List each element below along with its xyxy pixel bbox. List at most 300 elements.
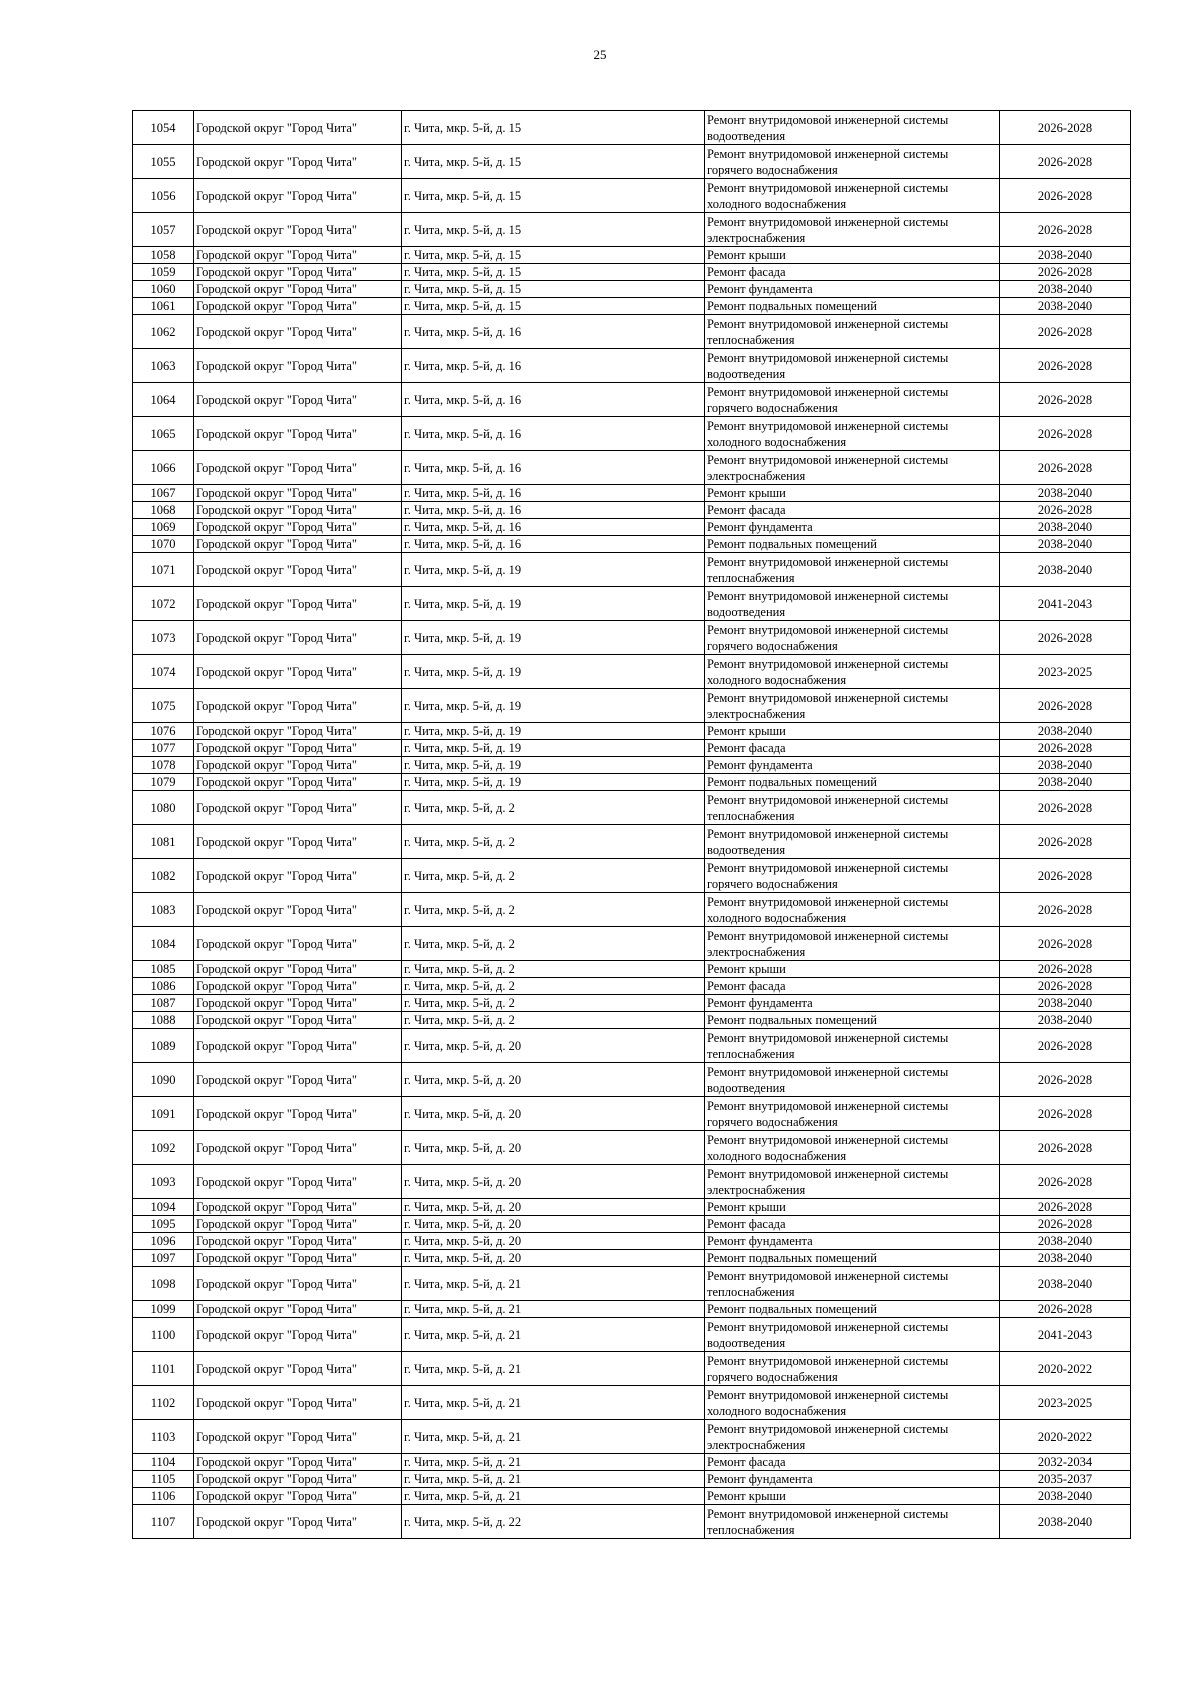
period-cell: 2026-2028 bbox=[1000, 1029, 1131, 1063]
work-type-cell: Ремонт внутридомовой инженерной системы электроснабжения bbox=[705, 1165, 1000, 1199]
work-type-cell: Ремонт подвальных помещений bbox=[705, 1012, 1000, 1029]
work-type-cell: Ремонт фасада bbox=[705, 1216, 1000, 1233]
municipality-cell: Городской округ "Город Чита" bbox=[194, 1352, 402, 1386]
address-cell: г. Чита, мкр. 5-й, д. 15 bbox=[402, 264, 705, 281]
work-type-cell: Ремонт внутридомовой инженерной системы холодного водоснабжения bbox=[705, 655, 1000, 689]
municipality-cell: Городской округ "Город Чита" bbox=[194, 740, 402, 757]
row-number-cell: 1059 bbox=[133, 264, 194, 281]
table-row bbox=[133, 536, 1131, 553]
work-type-cell: Ремонт крыши bbox=[705, 961, 1000, 978]
address-cell: г. Чита, мкр. 5-й, д. 20 bbox=[402, 1199, 705, 1216]
row-number-cell: 1106 bbox=[133, 1488, 194, 1505]
row-number-cell: 1087 bbox=[133, 995, 194, 1012]
work-type-cell: Ремонт внутридомовой инженерной системы водоотведения bbox=[705, 349, 1000, 383]
municipality-cell: Городской округ "Город Чита" bbox=[194, 281, 402, 298]
address-cell: г. Чита, мкр. 5-й, д. 16 bbox=[402, 451, 705, 485]
period-cell: 2026-2028 bbox=[1000, 740, 1131, 757]
row-number-cell: 1056 bbox=[133, 179, 194, 213]
period-cell: 2026-2028 bbox=[1000, 264, 1131, 281]
table-row bbox=[133, 179, 1131, 213]
table-row bbox=[133, 995, 1131, 1012]
address-cell: г. Чита, мкр. 5-й, д. 19 bbox=[402, 740, 705, 757]
work-type-cell: Ремонт крыши bbox=[705, 1199, 1000, 1216]
work-type-cell: Ремонт подвальных помещений bbox=[705, 298, 1000, 315]
period-cell: 2032-2034 bbox=[1000, 1454, 1131, 1471]
row-number-cell: 1083 bbox=[133, 893, 194, 927]
work-type-cell: Ремонт фундамента bbox=[705, 281, 1000, 298]
row-number-cell: 1089 bbox=[133, 1029, 194, 1063]
table-row bbox=[133, 1131, 1131, 1165]
repair-schedule-table bbox=[132, 110, 1131, 1539]
period-cell: 2026-2028 bbox=[1000, 893, 1131, 927]
table-body bbox=[133, 111, 1131, 1539]
period-cell: 2026-2028 bbox=[1000, 1216, 1131, 1233]
row-number-cell: 1081 bbox=[133, 825, 194, 859]
row-number-cell: 1065 bbox=[133, 417, 194, 451]
table-row bbox=[133, 740, 1131, 757]
work-type-cell: Ремонт внутридомовой инженерной системы горячего водоснабжения bbox=[705, 145, 1000, 179]
address-cell: г. Чита, мкр. 5-й, д. 21 bbox=[402, 1488, 705, 1505]
municipality-cell: Городской округ "Город Чита" bbox=[194, 961, 402, 978]
municipality-cell: Городской округ "Город Чита" bbox=[194, 774, 402, 791]
row-number-cell: 1084 bbox=[133, 927, 194, 961]
table-row bbox=[133, 1250, 1131, 1267]
row-number-cell: 1099 bbox=[133, 1301, 194, 1318]
address-cell: г. Чита, мкр. 5-й, д. 21 bbox=[402, 1420, 705, 1454]
period-cell: 2026-2028 bbox=[1000, 791, 1131, 825]
row-number-cell: 1062 bbox=[133, 315, 194, 349]
period-cell: 2026-2028 bbox=[1000, 145, 1131, 179]
row-number-cell: 1077 bbox=[133, 740, 194, 757]
address-cell: г. Чита, мкр. 5-й, д. 21 bbox=[402, 1301, 705, 1318]
table-row bbox=[133, 689, 1131, 723]
period-cell: 2026-2028 bbox=[1000, 383, 1131, 417]
period-cell: 2026-2028 bbox=[1000, 502, 1131, 519]
period-cell: 2026-2028 bbox=[1000, 1131, 1131, 1165]
work-type-cell: Ремонт внутридомовой инженерной системы электроснабжения bbox=[705, 451, 1000, 485]
row-number-cell: 1085 bbox=[133, 961, 194, 978]
period-cell: 2026-2028 bbox=[1000, 1199, 1131, 1216]
municipality-cell: Городской округ "Город Чита" bbox=[194, 247, 402, 264]
table-row bbox=[133, 1165, 1131, 1199]
table-row bbox=[133, 1216, 1131, 1233]
address-cell: г. Чита, мкр. 5-й, д. 2 bbox=[402, 791, 705, 825]
work-type-cell: Ремонт внутридомовой инженерной системы электроснабжения bbox=[705, 1420, 1000, 1454]
address-cell: г. Чита, мкр. 5-й, д. 2 bbox=[402, 961, 705, 978]
row-number-cell: 1072 bbox=[133, 587, 194, 621]
row-number-cell: 1068 bbox=[133, 502, 194, 519]
address-cell: г. Чита, мкр. 5-й, д. 19 bbox=[402, 689, 705, 723]
table-row bbox=[133, 723, 1131, 740]
row-number-cell: 1058 bbox=[133, 247, 194, 264]
period-cell: 2026-2028 bbox=[1000, 1165, 1131, 1199]
table-row bbox=[133, 791, 1131, 825]
period-cell: 2038-2040 bbox=[1000, 1233, 1131, 1250]
address-cell: г. Чита, мкр. 5-й, д. 2 bbox=[402, 927, 705, 961]
municipality-cell: Городской округ "Город Чита" bbox=[194, 1165, 402, 1199]
municipality-cell: Городской округ "Город Чита" bbox=[194, 1012, 402, 1029]
table-row bbox=[133, 1233, 1131, 1250]
row-number-cell: 1093 bbox=[133, 1165, 194, 1199]
address-cell: г. Чита, мкр. 5-й, д. 19 bbox=[402, 723, 705, 740]
address-cell: г. Чита, мкр. 5-й, д. 2 bbox=[402, 1012, 705, 1029]
work-type-cell: Ремонт фасада bbox=[705, 740, 1000, 757]
work-type-cell: Ремонт крыши bbox=[705, 485, 1000, 502]
table-row bbox=[133, 961, 1131, 978]
table-row bbox=[133, 213, 1131, 247]
row-number-cell: 1067 bbox=[133, 485, 194, 502]
table-row bbox=[133, 383, 1131, 417]
period-cell: 2026-2028 bbox=[1000, 927, 1131, 961]
row-number-cell: 1103 bbox=[133, 1420, 194, 1454]
municipality-cell: Городской округ "Город Чита" bbox=[194, 111, 402, 145]
table-row bbox=[133, 587, 1131, 621]
table-row bbox=[133, 298, 1131, 315]
work-type-cell: Ремонт фасада bbox=[705, 1454, 1000, 1471]
period-cell: 2038-2040 bbox=[1000, 723, 1131, 740]
period-cell: 2026-2028 bbox=[1000, 417, 1131, 451]
municipality-cell: Городской округ "Город Чита" bbox=[194, 298, 402, 315]
period-cell: 2038-2040 bbox=[1000, 519, 1131, 536]
work-type-cell: Ремонт внутридомовой инженерной системы холодного водоснабжения bbox=[705, 893, 1000, 927]
work-type-cell: Ремонт внутридомовой инженерной системы теплоснабжения bbox=[705, 791, 1000, 825]
table-row bbox=[133, 247, 1131, 264]
row-number-cell: 1091 bbox=[133, 1097, 194, 1131]
address-cell: г. Чита, мкр. 5-й, д. 21 bbox=[402, 1267, 705, 1301]
municipality-cell: Городской округ "Город Чита" bbox=[194, 451, 402, 485]
table-row bbox=[133, 1454, 1131, 1471]
table-row bbox=[133, 145, 1131, 179]
period-cell: 2026-2028 bbox=[1000, 1301, 1131, 1318]
municipality-cell: Городской округ "Город Чита" bbox=[194, 723, 402, 740]
work-type-cell: Ремонт внутридомовой инженерной системы теплоснабжения bbox=[705, 553, 1000, 587]
row-number-cell: 1094 bbox=[133, 1199, 194, 1216]
address-cell: г. Чита, мкр. 5-й, д. 2 bbox=[402, 995, 705, 1012]
row-number-cell: 1069 bbox=[133, 519, 194, 536]
row-number-cell: 1096 bbox=[133, 1233, 194, 1250]
address-cell: г. Чита, мкр. 5-й, д. 15 bbox=[402, 247, 705, 264]
period-cell: 2026-2028 bbox=[1000, 315, 1131, 349]
work-type-cell: Ремонт подвальных помещений bbox=[705, 1250, 1000, 1267]
municipality-cell: Городской округ "Город Чита" bbox=[194, 502, 402, 519]
row-number-cell: 1066 bbox=[133, 451, 194, 485]
work-type-cell: Ремонт фасада bbox=[705, 502, 1000, 519]
municipality-cell: Городской округ "Город Чита" bbox=[194, 1233, 402, 1250]
work-type-cell: Ремонт внутридомовой инженерной системы теплоснабжения bbox=[705, 1029, 1000, 1063]
municipality-cell: Городской округ "Город Чита" bbox=[194, 553, 402, 587]
period-cell: 2020-2022 bbox=[1000, 1352, 1131, 1386]
row-number-cell: 1057 bbox=[133, 213, 194, 247]
period-cell: 2026-2028 bbox=[1000, 111, 1131, 145]
table-row bbox=[133, 1386, 1131, 1420]
table-row bbox=[133, 757, 1131, 774]
address-cell: г. Чита, мкр. 5-й, д. 19 bbox=[402, 621, 705, 655]
row-number-cell: 1080 bbox=[133, 791, 194, 825]
municipality-cell: Городской округ "Город Чита" bbox=[194, 587, 402, 621]
work-type-cell: Ремонт внутридомовой инженерной системы холодного водоснабжения bbox=[705, 417, 1000, 451]
table-row bbox=[133, 1488, 1131, 1505]
table-row bbox=[133, 111, 1131, 145]
table-row bbox=[133, 893, 1131, 927]
address-cell: г. Чита, мкр. 5-й, д. 16 bbox=[402, 383, 705, 417]
municipality-cell: Городской округ "Город Чита" bbox=[194, 1199, 402, 1216]
table-row bbox=[133, 774, 1131, 791]
period-cell: 2026-2028 bbox=[1000, 1063, 1131, 1097]
table-row bbox=[133, 621, 1131, 655]
address-cell: г. Чита, мкр. 5-й, д. 2 bbox=[402, 978, 705, 995]
table-row bbox=[133, 502, 1131, 519]
municipality-cell: Городской округ "Город Чита" bbox=[194, 1250, 402, 1267]
municipality-cell: Городской округ "Город Чита" bbox=[194, 213, 402, 247]
period-cell: 2038-2040 bbox=[1000, 1488, 1131, 1505]
work-type-cell: Ремонт внутридомовой инженерной системы электроснабжения bbox=[705, 689, 1000, 723]
table-row bbox=[133, 927, 1131, 961]
period-cell: 2038-2040 bbox=[1000, 485, 1131, 502]
work-type-cell: Ремонт внутридомовой инженерной системы горячего водоснабжения bbox=[705, 621, 1000, 655]
municipality-cell: Городской округ "Город Чита" bbox=[194, 1131, 402, 1165]
row-number-cell: 1070 bbox=[133, 536, 194, 553]
address-cell: г. Чита, мкр. 5-й, д. 2 bbox=[402, 825, 705, 859]
address-cell: г. Чита, мкр. 5-й, д. 20 bbox=[402, 1029, 705, 1063]
table-row bbox=[133, 315, 1131, 349]
municipality-cell: Городской округ "Город Чита" bbox=[194, 825, 402, 859]
municipality-cell: Городской округ "Город Чита" bbox=[194, 1505, 402, 1539]
municipality-cell: Городской округ "Город Чита" bbox=[194, 1267, 402, 1301]
period-cell: 2038-2040 bbox=[1000, 757, 1131, 774]
table-row bbox=[133, 485, 1131, 502]
municipality-cell: Городской округ "Город Чита" bbox=[194, 859, 402, 893]
period-cell: 2026-2028 bbox=[1000, 349, 1131, 383]
page-number: 25 bbox=[593, 47, 607, 62]
table-row bbox=[133, 1318, 1131, 1352]
municipality-cell: Городской округ "Город Чита" bbox=[194, 791, 402, 825]
table-row bbox=[133, 978, 1131, 995]
period-cell: 2026-2028 bbox=[1000, 179, 1131, 213]
work-type-cell: Ремонт внутридомовой инженерной системы холодного водоснабжения bbox=[705, 179, 1000, 213]
period-cell: 2038-2040 bbox=[1000, 1267, 1131, 1301]
municipality-cell: Городской округ "Город Чита" bbox=[194, 519, 402, 536]
row-number-cell: 1055 bbox=[133, 145, 194, 179]
period-cell: 2026-2028 bbox=[1000, 451, 1131, 485]
address-cell: г. Чита, мкр. 5-й, д. 19 bbox=[402, 757, 705, 774]
address-cell: г. Чита, мкр. 5-й, д. 21 bbox=[402, 1318, 705, 1352]
address-cell: г. Чита, мкр. 5-й, д. 16 bbox=[402, 485, 705, 502]
municipality-cell: Городской округ "Город Чита" bbox=[194, 689, 402, 723]
row-number-cell: 1086 bbox=[133, 978, 194, 995]
municipality-cell: Городской округ "Город Чита" bbox=[194, 1301, 402, 1318]
row-number-cell: 1105 bbox=[133, 1471, 194, 1488]
work-type-cell: Ремонт фасада bbox=[705, 978, 1000, 995]
work-type-cell: Ремонт внутридомовой инженерной системы холодного водоснабжения bbox=[705, 1131, 1000, 1165]
municipality-cell: Городской округ "Город Чита" bbox=[194, 264, 402, 281]
period-cell: 2026-2028 bbox=[1000, 213, 1131, 247]
work-type-cell: Ремонт внутридомовой инженерной системы холодного водоснабжения bbox=[705, 1386, 1000, 1420]
work-type-cell: Ремонт внутридомовой инженерной системы электроснабжения bbox=[705, 213, 1000, 247]
work-type-cell: Ремонт фундамента bbox=[705, 1471, 1000, 1488]
municipality-cell: Городской округ "Город Чита" bbox=[194, 1454, 402, 1471]
municipality-cell: Городской округ "Город Чита" bbox=[194, 995, 402, 1012]
municipality-cell: Городской округ "Город Чита" bbox=[194, 536, 402, 553]
period-cell: 2026-2028 bbox=[1000, 825, 1131, 859]
row-number-cell: 1088 bbox=[133, 1012, 194, 1029]
period-cell: 2041-2043 bbox=[1000, 587, 1131, 621]
table-row bbox=[133, 1267, 1131, 1301]
address-cell: г. Чита, мкр. 5-й, д. 19 bbox=[402, 655, 705, 689]
address-cell: г. Чита, мкр. 5-й, д. 16 bbox=[402, 519, 705, 536]
table-row bbox=[133, 264, 1131, 281]
municipality-cell: Городской округ "Город Чита" bbox=[194, 1488, 402, 1505]
work-type-cell: Ремонт внутридомовой инженерной системы теплоснабжения bbox=[705, 1267, 1000, 1301]
municipality-cell: Городской округ "Город Чита" bbox=[194, 893, 402, 927]
address-cell: г. Чита, мкр. 5-й, д. 21 bbox=[402, 1352, 705, 1386]
municipality-cell: Городской округ "Город Чита" bbox=[194, 978, 402, 995]
period-cell: 2038-2040 bbox=[1000, 1012, 1131, 1029]
work-type-cell: Ремонт внутридомовой инженерной системы теплоснабжения bbox=[705, 1505, 1000, 1539]
row-number-cell: 1075 bbox=[133, 689, 194, 723]
address-cell: г. Чита, мкр. 5-й, д. 20 bbox=[402, 1216, 705, 1233]
address-cell: г. Чита, мкр. 5-й, д. 20 bbox=[402, 1250, 705, 1267]
row-number-cell: 1100 bbox=[133, 1318, 194, 1352]
row-number-cell: 1061 bbox=[133, 298, 194, 315]
work-type-cell: Ремонт крыши bbox=[705, 247, 1000, 264]
municipality-cell: Городской округ "Город Чита" bbox=[194, 1216, 402, 1233]
table-row bbox=[133, 1505, 1131, 1539]
table-row bbox=[133, 451, 1131, 485]
period-cell: 2038-2040 bbox=[1000, 1250, 1131, 1267]
row-number-cell: 1074 bbox=[133, 655, 194, 689]
municipality-cell: Городской округ "Город Чита" bbox=[194, 349, 402, 383]
work-type-cell: Ремонт внутридомовой инженерной системы водоотведения bbox=[705, 1063, 1000, 1097]
work-type-cell: Ремонт подвальных помещений bbox=[705, 536, 1000, 553]
table-row bbox=[133, 1029, 1131, 1063]
address-cell: г. Чита, мкр. 5-й, д. 19 bbox=[402, 553, 705, 587]
municipality-cell: Городской округ "Город Чита" bbox=[194, 1471, 402, 1488]
work-type-cell: Ремонт подвальных помещений bbox=[705, 774, 1000, 791]
period-cell: 2026-2028 bbox=[1000, 689, 1131, 723]
table-row bbox=[133, 553, 1131, 587]
address-cell: г. Чита, мкр. 5-й, д. 21 bbox=[402, 1454, 705, 1471]
row-number-cell: 1082 bbox=[133, 859, 194, 893]
address-cell: г. Чита, мкр. 5-й, д. 16 bbox=[402, 502, 705, 519]
period-cell: 2026-2028 bbox=[1000, 859, 1131, 893]
work-type-cell: Ремонт внутридомовой инженерной системы водоотведения bbox=[705, 825, 1000, 859]
period-cell: 2026-2028 bbox=[1000, 1097, 1131, 1131]
row-number-cell: 1078 bbox=[133, 757, 194, 774]
period-cell: 2026-2028 bbox=[1000, 961, 1131, 978]
row-number-cell: 1079 bbox=[133, 774, 194, 791]
address-cell: г. Чита, мкр. 5-й, д. 20 bbox=[402, 1097, 705, 1131]
address-cell: г. Чита, мкр. 5-й, д. 22 bbox=[402, 1505, 705, 1539]
address-cell: г. Чита, мкр. 5-й, д. 20 bbox=[402, 1063, 705, 1097]
address-cell: г. Чита, мкр. 5-й, д. 15 bbox=[402, 145, 705, 179]
work-type-cell: Ремонт подвальных помещений bbox=[705, 1301, 1000, 1318]
address-cell: г. Чита, мкр. 5-й, д. 16 bbox=[402, 349, 705, 383]
period-cell: 2038-2040 bbox=[1000, 1505, 1131, 1539]
address-cell: г. Чита, мкр. 5-й, д. 2 bbox=[402, 859, 705, 893]
work-type-cell: Ремонт фундамента bbox=[705, 1233, 1000, 1250]
table-row bbox=[133, 1420, 1131, 1454]
municipality-cell: Городской округ "Город Чита" bbox=[194, 1063, 402, 1097]
municipality-cell: Городской округ "Город Чита" bbox=[194, 1420, 402, 1454]
period-cell: 2038-2040 bbox=[1000, 247, 1131, 264]
row-number-cell: 1102 bbox=[133, 1386, 194, 1420]
row-number-cell: 1076 bbox=[133, 723, 194, 740]
municipality-cell: Городской округ "Город Чита" bbox=[194, 145, 402, 179]
address-cell: г. Чита, мкр. 5-й, д. 2 bbox=[402, 893, 705, 927]
work-type-cell: Ремонт внутридомовой инженерной системы водоотведения bbox=[705, 111, 1000, 145]
table-row bbox=[133, 825, 1131, 859]
work-type-cell: Ремонт фундамента bbox=[705, 519, 1000, 536]
period-cell: 2023-2025 bbox=[1000, 655, 1131, 689]
table-row bbox=[133, 1352, 1131, 1386]
period-cell: 2038-2040 bbox=[1000, 298, 1131, 315]
work-type-cell: Ремонт внутридомовой инженерной системы горячего водоснабжения bbox=[705, 859, 1000, 893]
row-number-cell: 1060 bbox=[133, 281, 194, 298]
address-cell: г. Чита, мкр. 5-й, д. 20 bbox=[402, 1131, 705, 1165]
municipality-cell: Городской округ "Город Чита" bbox=[194, 757, 402, 774]
address-cell: г. Чита, мкр. 5-й, д. 15 bbox=[402, 281, 705, 298]
period-cell: 2041-2043 bbox=[1000, 1318, 1131, 1352]
table-row bbox=[133, 859, 1131, 893]
work-type-cell: Ремонт внутридомовой инженерной системы горячего водоснабжения bbox=[705, 1352, 1000, 1386]
address-cell: г. Чита, мкр. 5-й, д. 15 bbox=[402, 111, 705, 145]
row-number-cell: 1098 bbox=[133, 1267, 194, 1301]
table-row bbox=[133, 417, 1131, 451]
period-cell: 2020-2022 bbox=[1000, 1420, 1131, 1454]
work-type-cell: Ремонт внутридомовой инженерной системы электроснабжения bbox=[705, 927, 1000, 961]
period-cell: 2038-2040 bbox=[1000, 281, 1131, 298]
municipality-cell: Городской округ "Город Чита" bbox=[194, 417, 402, 451]
work-type-cell: Ремонт фундамента bbox=[705, 995, 1000, 1012]
work-type-cell: Ремонт крыши bbox=[705, 1488, 1000, 1505]
period-cell: 2038-2040 bbox=[1000, 995, 1131, 1012]
work-type-cell: Ремонт внутридомовой инженерной системы горячего водоснабжения bbox=[705, 383, 1000, 417]
municipality-cell: Городской округ "Город Чита" bbox=[194, 1097, 402, 1131]
period-cell: 2023-2025 bbox=[1000, 1386, 1131, 1420]
period-cell: 2038-2040 bbox=[1000, 774, 1131, 791]
address-cell: г. Чита, мкр. 5-й, д. 19 bbox=[402, 587, 705, 621]
work-type-cell: Ремонт фундамента bbox=[705, 757, 1000, 774]
municipality-cell: Городской округ "Город Чита" bbox=[194, 315, 402, 349]
address-cell: г. Чита, мкр. 5-й, д. 21 bbox=[402, 1471, 705, 1488]
row-number-cell: 1104 bbox=[133, 1454, 194, 1471]
municipality-cell: Городской округ "Город Чита" bbox=[194, 1318, 402, 1352]
period-cell: 2038-2040 bbox=[1000, 553, 1131, 587]
work-type-cell: Ремонт фасада bbox=[705, 264, 1000, 281]
period-cell: 2026-2028 bbox=[1000, 621, 1131, 655]
table-row bbox=[133, 1301, 1131, 1318]
period-cell: 2038-2040 bbox=[1000, 536, 1131, 553]
municipality-cell: Городской округ "Город Чита" bbox=[194, 1386, 402, 1420]
row-number-cell: 1064 bbox=[133, 383, 194, 417]
address-cell: г. Чита, мкр. 5-й, д. 16 bbox=[402, 417, 705, 451]
table-row bbox=[133, 1471, 1131, 1488]
row-number-cell: 1101 bbox=[133, 1352, 194, 1386]
municipality-cell: Городской округ "Город Чита" bbox=[194, 179, 402, 213]
table-row bbox=[133, 655, 1131, 689]
row-number-cell: 1063 bbox=[133, 349, 194, 383]
table-row bbox=[133, 281, 1131, 298]
row-number-cell: 1090 bbox=[133, 1063, 194, 1097]
address-cell: г. Чита, мкр. 5-й, д. 15 bbox=[402, 298, 705, 315]
row-number-cell: 1073 bbox=[133, 621, 194, 655]
address-cell: г. Чита, мкр. 5-й, д. 16 bbox=[402, 536, 705, 553]
work-type-cell: Ремонт внутридомовой инженерной системы водоотведения bbox=[705, 1318, 1000, 1352]
municipality-cell: Городской округ "Город Чита" bbox=[194, 485, 402, 502]
work-type-cell: Ремонт внутридомовой инженерной системы водоотведения bbox=[705, 587, 1000, 621]
work-type-cell: Ремонт крыши bbox=[705, 723, 1000, 740]
row-number-cell: 1054 bbox=[133, 111, 194, 145]
